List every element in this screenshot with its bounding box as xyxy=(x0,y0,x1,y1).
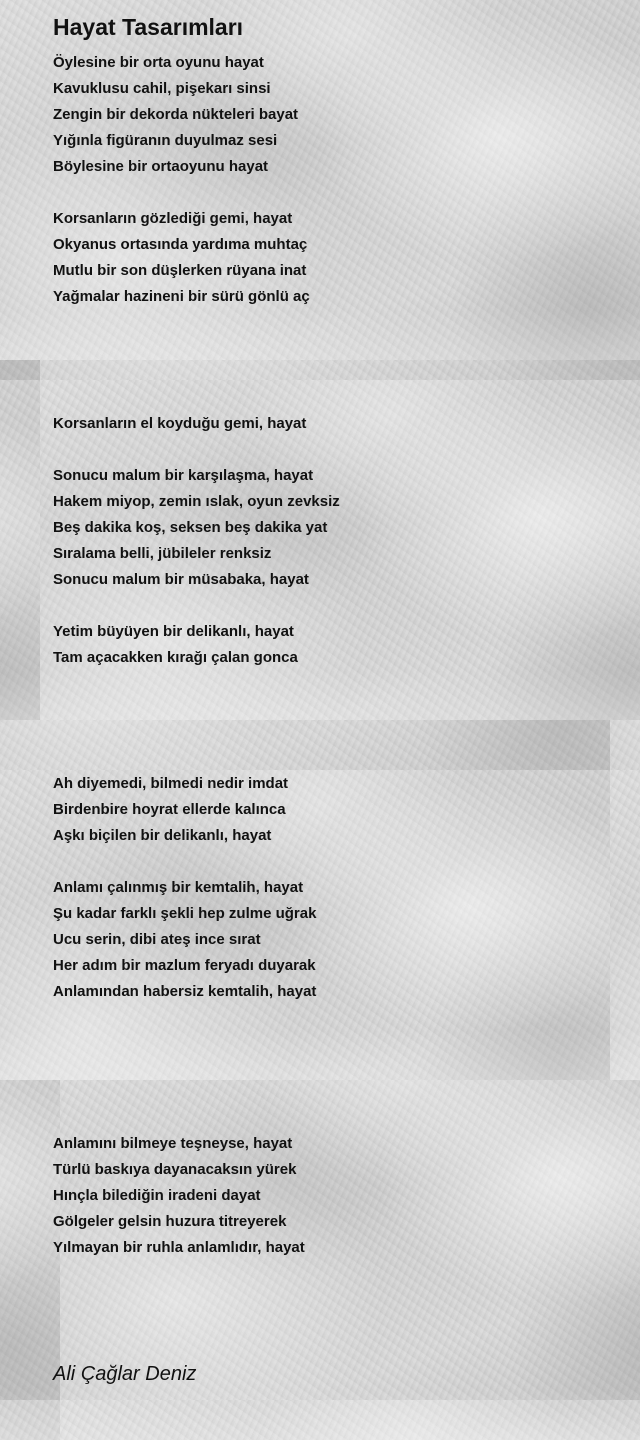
poem-line: Zengin bir dekorda nükteleri bayat xyxy=(53,106,299,123)
poem-line: Okyanus ortasında yardıma muhtaç xyxy=(53,236,308,253)
poem-line: Kavuklusu cahil, pişekarı sinsi xyxy=(53,80,271,97)
panel-1-content xyxy=(53,12,620,336)
poem-line: Sıralama belli, jübileler renksiz xyxy=(53,545,272,562)
poem-line: Beş dakika koş, seksen beş dakika yat xyxy=(53,519,328,536)
poem-panel-1 xyxy=(0,0,640,360)
poem-line: Ah diyemedi, bilmedi nedir imdat xyxy=(53,775,289,792)
poem-line: Öylesine bir orta oyunu hayat xyxy=(53,54,264,71)
poem-line: Şu kadar farklı şekli hep zulme uğrak xyxy=(53,905,317,922)
poem-line: Sonucu malum bir karşılaşma, hayat xyxy=(53,467,314,484)
panel-3-content xyxy=(53,771,620,1031)
poem-line: Her adım bir mazlum feryadı duyarak xyxy=(53,957,316,974)
stanza xyxy=(53,1131,620,1261)
poem-line: Anlamını bilmeye teşneyse, hayat xyxy=(53,1135,293,1152)
stanza xyxy=(53,50,620,180)
poem-line: Korsanların gözlediği gemi, hayat xyxy=(53,210,293,227)
poem-line: Anlamı çalınmış bir kemtalih, hayat xyxy=(53,879,304,896)
panel-4-content xyxy=(53,1131,620,1287)
poem-line: Tam açacakken kırağı çalan gonca xyxy=(53,649,298,666)
poem-line: Türlü baskıya dayanacaksın yürek xyxy=(53,1161,297,1178)
poem-line: Yetim büyüyen bir delikanlı, hayat xyxy=(53,623,294,640)
stanza xyxy=(53,875,620,1005)
poem-line: Korsanların el koyduğu gemi, hayat xyxy=(53,415,307,432)
poem-line: Yığınla figüranın duyulmaz sesi xyxy=(53,132,278,149)
stanza xyxy=(53,206,620,310)
poem-panel-3 xyxy=(0,720,640,1080)
poem-title: Hayat Tasarımları xyxy=(53,14,244,40)
poem-line: Böylesine bir ortaoyunu hayat xyxy=(53,158,269,175)
poem-line: Sonucu malum bir müsabaka, hayat xyxy=(53,571,309,588)
poem-line: Hakem miyop, zemin ıslak, oyun zevksiz xyxy=(53,493,340,510)
poem-line: Mutlu bir son düşlerken rüyana inat xyxy=(53,262,307,279)
poem-line: Gölgeler gelsin huzura titreyerek xyxy=(53,1213,287,1230)
poem-line: Birdenbire hoyrat ellerde kalınca xyxy=(53,801,286,818)
stanza xyxy=(53,619,620,671)
poem-line: Anlamından habersiz kemtalih, hayat xyxy=(53,983,317,1000)
poem-line: Yağmalar hazineni bir sürü gönlü aç xyxy=(53,288,310,305)
poem-line: Ucu serin, dibi ateş ince sırat xyxy=(53,931,261,948)
poem-author: Ali Çağlar Deniz xyxy=(53,1363,197,1385)
panel-2-content xyxy=(53,411,620,697)
poem-line: Hınçla bilediğin iradeni dayat xyxy=(53,1187,261,1204)
poem-line: Yılmayan bir ruhla anlamlıdır, hayat xyxy=(53,1239,305,1256)
stanza xyxy=(53,411,620,437)
poem-panel-4 xyxy=(0,1080,640,1440)
poem-line: Aşkı biçilen bir delikanlı, hayat xyxy=(53,827,272,844)
stanza xyxy=(53,771,620,849)
poem-panel-2 xyxy=(0,360,640,720)
stanza xyxy=(53,463,620,593)
